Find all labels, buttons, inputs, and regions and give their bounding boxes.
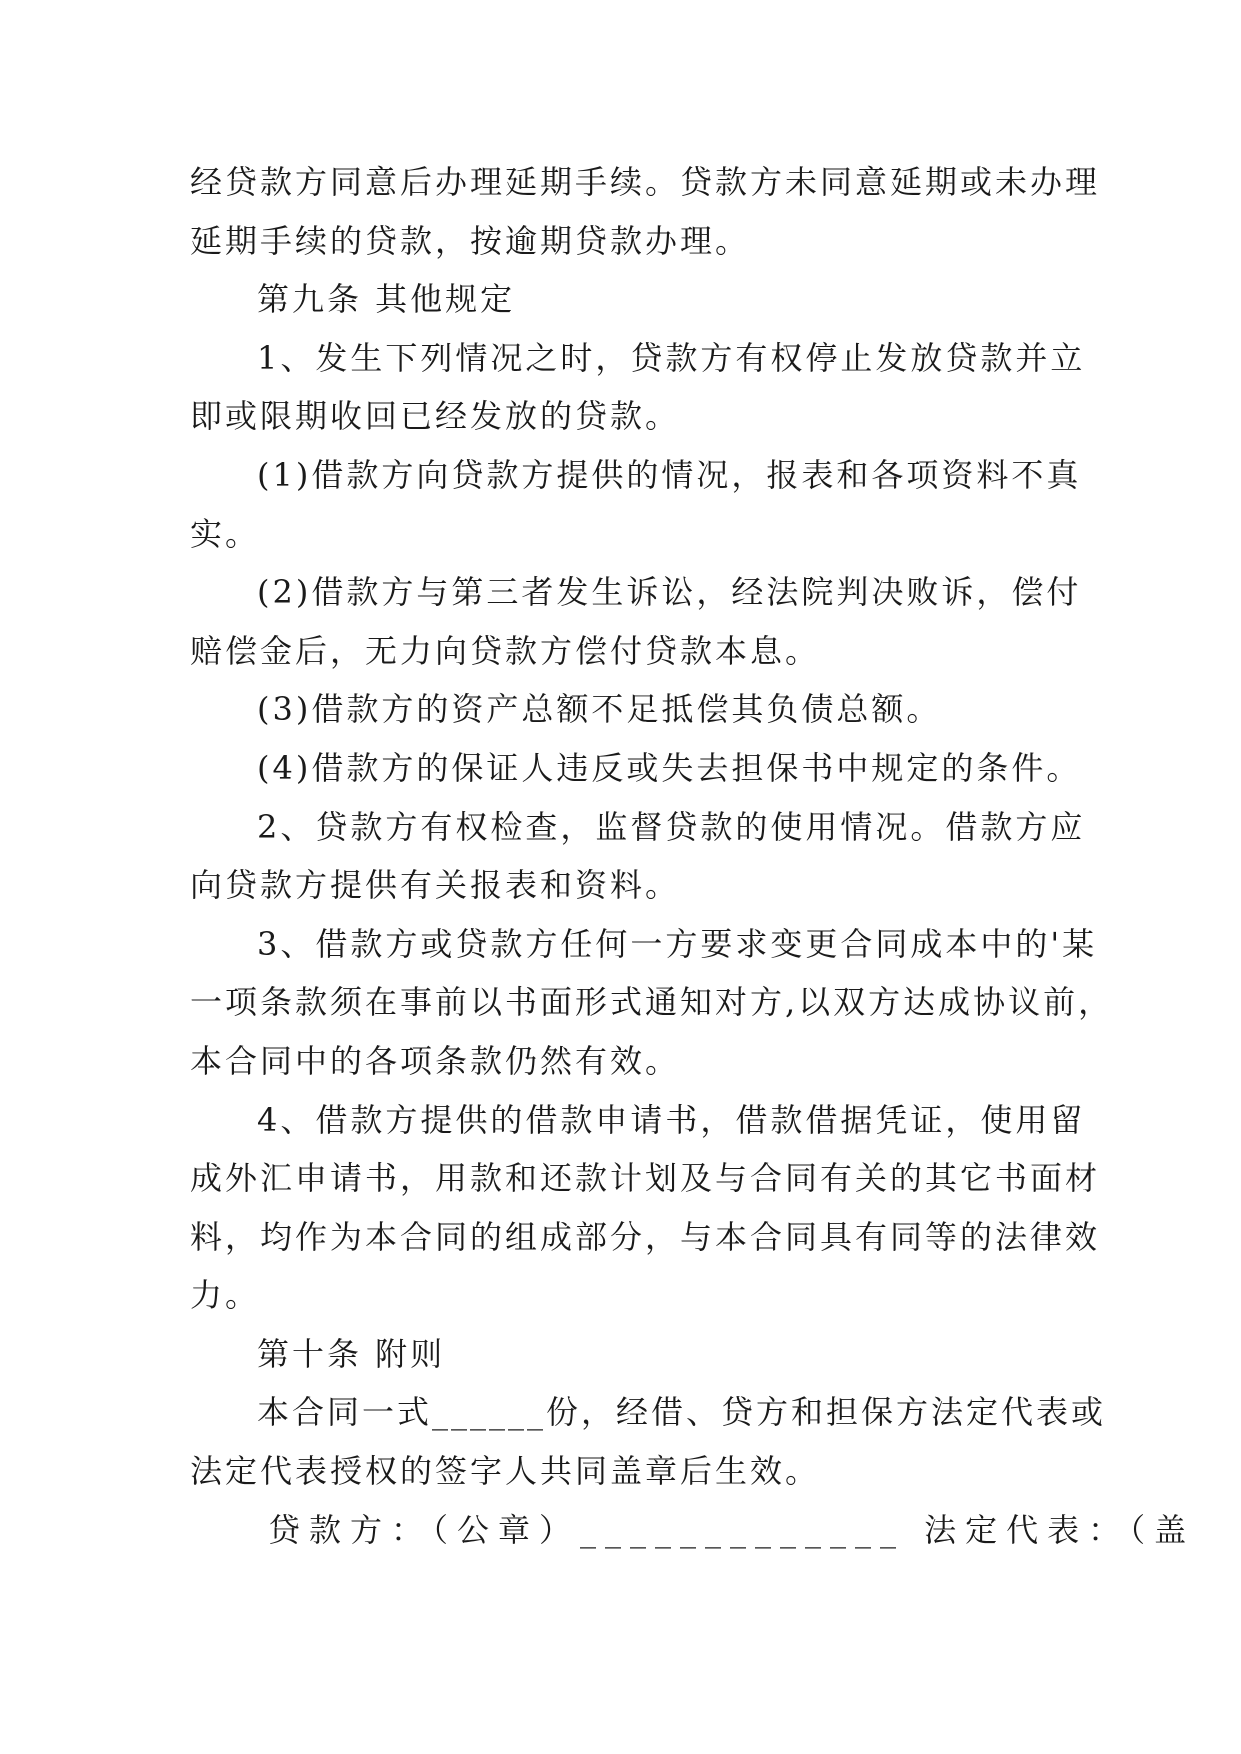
paragraph-line: 法定代表授权的签字人共同盖章后生效。 xyxy=(190,1452,821,1491)
paragraph-line: 2、贷款方有权检查，监督贷款的使用情况。借款方应 xyxy=(257,807,1086,846)
paragraph-line: 即或限期收回已经发放的贷款。 xyxy=(190,397,681,436)
paragraph-line: 1、发生下列情况之时，贷款方有权停止发放贷款并立 xyxy=(257,338,1086,377)
signature-line: 贷款方：（公章）_____________ 法定代表：（盖 xyxy=(268,1510,1196,1549)
paragraph-line: 料，均作为本合同的组成部分，与本合同具有同等的法律效 xyxy=(190,1217,1101,1256)
paragraph-line: (1)借款方向贷款方提供的情况，报表和各项资料不真 xyxy=(257,455,1082,494)
article-heading: 第九条 其他规定 xyxy=(257,280,516,319)
paragraph-line: 成外汇申请书，用款和还款计划及与合同有关的其它书面材 xyxy=(190,1159,1101,1198)
paragraph-line: 一项条款须在事前以书面形式通知对方,以双方达成协议前， xyxy=(190,983,1114,1022)
paragraph-line: 向贷款方提供有关报表和资料。 xyxy=(190,866,681,905)
paragraph-line: (4)借款方的保证人违反或失去担保书中规定的条件。 xyxy=(257,748,1082,787)
paragraph-line: (3)借款方的资产总额不足抵偿其负债总额。 xyxy=(257,690,942,729)
paragraph-line: 实。 xyxy=(190,514,261,553)
article-heading: 第十条 附则 xyxy=(257,1334,446,1373)
document-body xyxy=(190,153,1196,1559)
paragraph-line: 力。 xyxy=(190,1276,261,1315)
paragraph-line: 本合同一式______份，经借、贷方和担保方法定代表或 xyxy=(257,1393,1107,1432)
paragraph-line: 经贷款方同意后办理延期手续。贷款方未同意延期或未办理 xyxy=(190,163,1101,201)
paragraph-line: 本合同中的各项条款仍然有效。 xyxy=(190,1041,681,1080)
paragraph-line: 4、借款方提供的借款申请书，借款借据凭证，使用留 xyxy=(257,1100,1086,1139)
paragraph-line: 延期手续的贷款，按逾期贷款办理。 xyxy=(190,221,751,260)
paragraph-line: 3、借款方或贷款方任何一方要求变更合同成本中的'某 xyxy=(257,924,1098,963)
paragraph-line: (2)借款方与第三者发生诉讼，经法院判决败诉，偿付 xyxy=(257,573,1082,612)
paragraph-line: 赔偿金后，无力向贷款方偿付贷款本息。 xyxy=(190,631,821,670)
